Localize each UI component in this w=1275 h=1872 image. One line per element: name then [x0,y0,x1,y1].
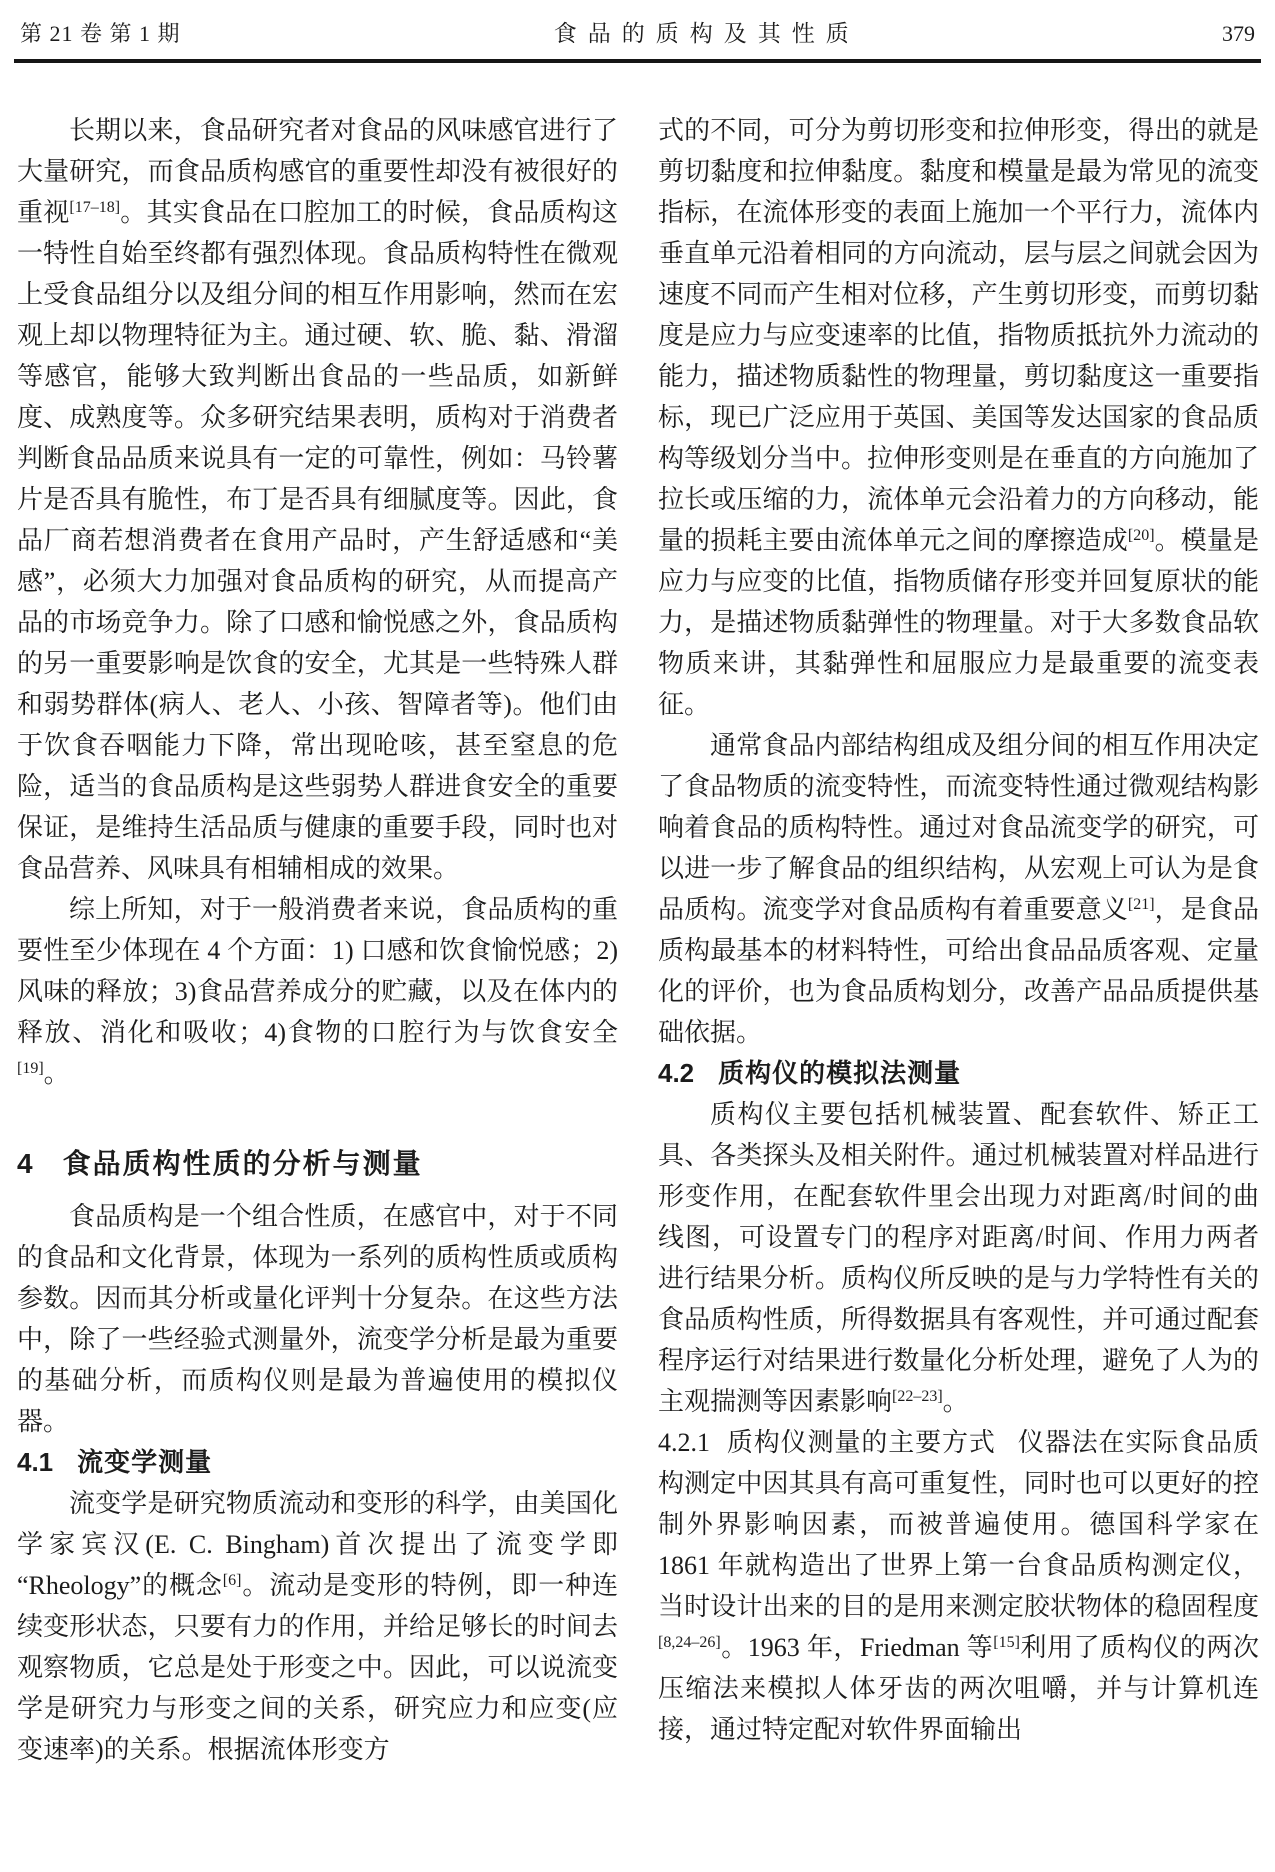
citation-ref: [15] [993,1634,1020,1651]
paragraph [658,1094,1259,1422]
text-run: 。模量是应力与应变的比值，指物质储存形变并回复原状的能力，是描述物质黏弹性的物理量。对于大多数食品软物质来讲，其黏弹性和屈服应力是最重要的流变表征。 [658,526,1259,719]
text-run: 通常食品内部结构组成及组分间的相互作用决定了食品物质的流变特性，而流变特性通过微观结构影响着食品的质构特性。通过对食品流变学的研究，可以进一步了解食品的组织结构，从宏观上可认为是食品质构。流变学对食品质构有着重要意义 [658,731,1259,924]
text-run: 长期以来，食品研究者对食品的风味感官进行了大量研究，而食品质构感官的重要性却没有被很好的重视 [17,116,618,227]
heading-text: 食品质构性质的分析与测量 [62,1148,423,1179]
heading-text: 质构仪的模拟法测量 [718,1058,962,1088]
right-column [658,110,1259,1770]
citation-ref: [8,24–26] [658,1634,721,1651]
subsection-heading [658,1053,1259,1094]
page-header [14,20,1261,48]
text-run: 流变学是研究物质流动和变形的科学，由美国化学家宾汉(E. C. Bingham)首次提出了流变学即“Rheology”的概念 [17,1489,618,1600]
heading-number: 4 [17,1148,33,1179]
heading-text: 流变学测量 [77,1447,213,1477]
citation-ref: [6] [222,1572,242,1589]
text-run: 综上所知，对于一般消费者来说，食品质构的重要性至少体现在 4 个方面：1) 口感和饮食愉悦感；2)风味的释放；3)食品营养成分的贮藏，以及在体内的释放、消化和吸收；4)食物的口腔行为与饮食安全 [17,895,618,1047]
left-column [17,110,618,1770]
paragraph [17,1196,618,1442]
section-heading [17,1143,618,1185]
paragraph [17,1483,618,1770]
text-run: ，是食品质构最基本的材料特性，可给出食品品质客观、定量化的评价，也为食品质构划分，改善产品品质提供基础依据。 [658,895,1259,1047]
article-body [14,110,1261,1770]
subsubsection-title: 质构仪测量的主要方式 [726,1428,996,1457]
citation-ref: [19] [17,1060,44,1077]
header-rule [14,59,1261,63]
subsection-heading [17,1442,618,1483]
subsubsection-number: 4.2.1 [658,1428,710,1457]
text-run: 。 [43,1059,70,1088]
citation-ref: [21] [1127,896,1155,913]
heading-number: 4.2 [658,1058,695,1088]
text-run: 利用了质构仪的两次压缩法来模拟人体牙齿的两次咀嚼，并与计算机连接，通过特定配对软件界面输出 [658,1633,1259,1744]
text-run: 。其实食品在口腔加工的时候，食品质构这一特性自始至终都有强烈体现。食品质构特性在微观上受食品组分以及组分间的相互作用影响，然而在宏观上却以物理特征为主。通过硬、软、脆、黏、滑溜等感官，能够大致判断出食品的一些品质，如新鲜度、成熟度等。众多研究结果表明，质构对于消费者判断食品品质来说具有一定的可靠性，例如：马铃薯片是否具有脆性，布丁是否具有细腻度等。因此，食品厂商若想消费者在食用产品时，产生舒适感和“美感”，必须大力加强对食品质构的研究，从而提高产品的市场竞争力。除了口感和愉悦感之外，食品质构的另一重要影响是饮食的安全，尤其是一些特殊人群和弱势群体(病人、老人、小孩、智障者等)。他们由于饮食吞咽能力下降，常出现呛咳，甚至窒息的危险，适当的食品质构是这些弱势人群进食安全的重要保证，是维持生活品质与健康的重要手段，同时也对食品营养、风味具有相辅相成的效果。 [17,198,618,883]
text-run: 。流动是变形的特例，即一种连续变形状态，只要有力的作用，并给足够长的时间去观察物质，它总是处于形变之中。因此，可以说流变学是研究力与形变之间的关系，研究应力和应变(应变速率)的关系。根据流体形变方 [17,1571,618,1764]
citation-ref: [17–18] [69,199,121,216]
paragraph [658,725,1259,1053]
text-run: 。1963 年，Friedman 等 [720,1633,994,1662]
citation-ref: [20] [1127,527,1155,544]
paragraph [658,110,1259,725]
paragraph [17,110,618,889]
text-run: 质构仪主要包括机械装置、配套软件、矫正工具、各类探头及相关附件。通过机械装置对样品进行形变作用，在配套软件里会出现力对距离/时间的曲线图，可设置专门的程序对距离/时间、作用力两者进行结果分析。质构仪所反映的是与力学特性有关的食品质构性质，所得数据具有客观性，并可通过配套程序运行对结果进行数量化分析处理，避免了人为的主观揣测等因素影响 [658,1100,1259,1416]
volume-issue: 第 21 卷 第 1 期 [20,21,181,46]
text-run: 式的不同，可分为剪切形变和拉伸形变，得出的就是剪切黏度和拉伸黏度。黏度和模量是最为常见的流变指标，在流体形变的表面上施加一个平行力，流体内垂直单元沿着相同的方向流动，层与层之间就会因为速度不同而产生相对位移，产生剪切形变，而剪切黏度是应力与应变速率的比值，指物质抵抗外力流动的能力，描述物质黏性的物理量，剪切黏度这一重要指标，现已广泛应用于英国、美国等发达国家的食品质构等级划分当中。拉伸形变则是在垂直的方向施加了拉长或压缩的力，流体单元会沿着力的方向移动，能量的损耗主要由流体单元之间的摩擦造成 [658,116,1259,555]
text-run: 食品质构是一个组合性质，在感官中，对于不同的食品和文化背景，体现为一系列的质构性质或质构参数。因而其分析或量化评判十分复杂。在这些方法中，除了一些经验式测量外，流变学分析是最为重要的基础分析，而质构仪则是最为普遍使用的模拟仪器。 [17,1202,618,1436]
paragraph [17,889,618,1094]
text-run: 。 [942,1387,969,1416]
text-run: 仪器法在实际食品质构测定中因其具有高可重复性，同时也可以更好的控制外界影响因素，而被普遍使用。德国科学家在 1861 年就构造出了世界上第一台食品质构测定仪，当时设计出来的目的是用来测定胶状物体的稳固程度 [658,1428,1259,1621]
heading-number: 4.1 [17,1447,54,1477]
running-title: 食品的质构及其性质 [553,21,860,46]
paragraph [658,1422,1259,1750]
page-number: 379 [1222,21,1255,46]
citation-ref: [22–23] [892,1388,943,1405]
